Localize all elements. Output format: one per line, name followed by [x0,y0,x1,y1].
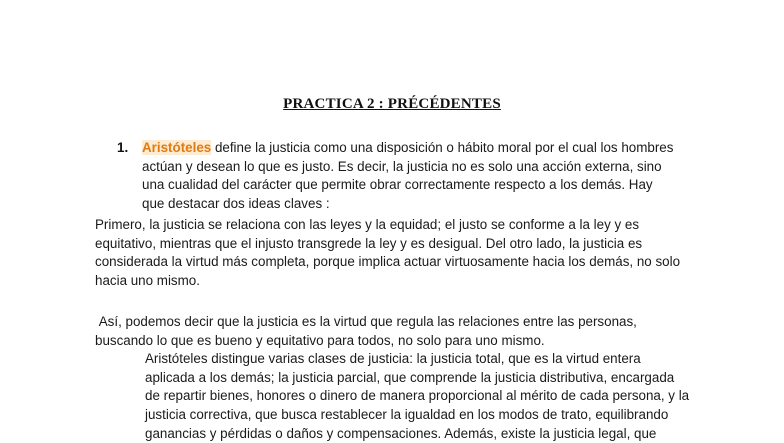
list-item-text [142,139,677,213]
paragraph-first: Primero, la justicia se relaciona con las leyes y la equidad; el justo se conforme a la ley y es equitativo, mientras que el injusto transgrede la ley y es desigual. Del otro lado, la justicia es considerada la virtud más completa, porque implica actuar virtuosamente hacia los demás, no solo hacia uno mismo. [95,217,681,288]
list-item [117,139,677,213]
paragraph-second: Así, podemos decir que la justicia es la virtud que regula las relaciones entre las personas, buscando lo que es bueno y equitativo para todos, no solo para uno mismo. [95,314,641,348]
list-item-body: define la justicia como una disposición o hábito moral por el cual los hombres actúan y desean lo que es justo. Es decir, la justicia no es solo una acción externa, sino una cualidad del carácter que permite obrar correctamente respecto a los demás. Hay que destacar dos ideas claves : [142,140,674,211]
paragraph-third: Aristóteles distingue varias clases de justicia: la justicia total, que es la virtud entera aplicada a los demás; la justicia parcial, que comprende la justicia distributiva, encargada de repartir bienes, honores o dinero de manera proporcional al mérito de cada persona, y la justicia correctiva, que busca restablecer la igualdad en los modos de trato, equilibrando ganancias y pérdidas o daños y compensaciones. Además, existe la justicia legal, que [145,351,690,441]
author-name: Aristóteles [142,140,212,155]
list-item-number: 1. [117,140,129,155]
page-title: PRACTICA 2 : PRÉCÉDENTES [283,96,501,112]
paragraph-group [95,313,691,443]
